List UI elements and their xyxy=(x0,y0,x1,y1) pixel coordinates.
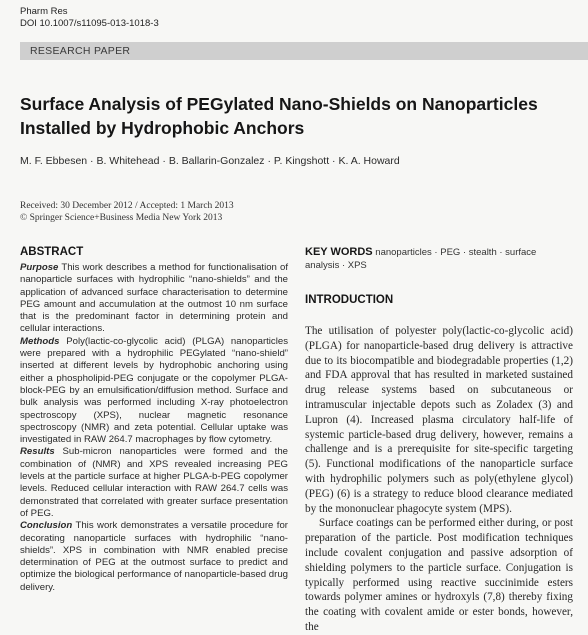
intro-paragraph-1: The utilisation of polyester poly(lactic-co-glycolic acid) (PLGA) for nanoparticle-based drug delivery is attractive due to its biocompatible and biodegradable properties (1,2) and FDA approval that has resulted in marketed sustained drug release systems based on subcutaneous or intramuscular injectable depots such as Zoladex (3) and Lupron (4). Increased plasma circulatory half-life of systemic particle-based drug delivery, however, remains a challenge and is a prerequisite for site-specific targeting (5). Functional modifications of the nanoparticle surface with hydrophilic polymers such as poly(ethylene glycol) (PEG) (6) is a strategy to reduce blood clearance mediated by the mononuclear phagocyte system (MPS). xyxy=(305,325,573,515)
introduction-heading: INTRODUCTION xyxy=(305,294,394,306)
abstract-heading: ABSTRACT xyxy=(20,246,84,258)
abstract-purpose xyxy=(20,262,288,336)
purpose-text: This work describes a method for functionalisation of nanoparticle surfaces with hydrophilic “nano-shields” and the application of advanced surface characterisation to determine PEG amount and accumulation at the outmost 10 nm surface that is the predominant factor in determining protein and cellular interactions. xyxy=(20,262,288,335)
conclusion-text: This work demonstrates a versatile procedure for decorating nanoparticle surfaces with hydrophilic “nano-shields”. XPS in combination with NMR enabled precise determination of PEG at the outmost surface to predict and optimize the biological performance of nanoparticle-based drug delivery. xyxy=(20,520,288,593)
abstract-body xyxy=(20,262,288,594)
abstract-column xyxy=(20,246,288,594)
purpose-label: Purpose xyxy=(20,262,59,273)
methods-text: Poly(lactic-co-glycolic acid) (PLGA) nanoparticles were prepared with a hydrophilic PEGylated “nano-shield” inserted at different levels by hydrophobic anchoring using either a phospholipid-PEG conjugate or the copolymer PLGA-block-PEG by an emulsification/diffusion method. Surface and bulk analysis was performed including X-ray photoelectron spectroscopy (XPS), nuclear magnetic resonance spectroscopy (NMR) and zeta potential. Cellular uptake was investigated in RAW 264.7 macrophages by flow cytometry. xyxy=(20,335,288,446)
received-accepted: Received: 30 December 2012 / Accepted: 1 March 2013 xyxy=(20,201,234,211)
keywords xyxy=(305,246,573,272)
methods-label: Methods xyxy=(20,335,60,347)
introduction-body xyxy=(305,324,573,635)
keywords-label: KEY WORDS xyxy=(305,246,373,258)
journal-header xyxy=(20,6,159,30)
results-text: Sub-micron nanoparticles were formed and the combination of (NMR) and XPS revealed increasing PEG levels at the particle surface at higher PLGA-b-PEG copolymer levels. Reduced cellular interaction with RAW 264.7 cells was demonstrated that correlated with greater surface presentation of PEG. xyxy=(20,446,288,519)
copyright: © Springer Science+Business Media New York 2013 xyxy=(20,213,223,223)
article-dates xyxy=(20,200,234,224)
abstract-results xyxy=(20,446,288,520)
intro-paragraph-2: Surface coatings can be performed either during, or post preparation of the particle. Post modification techniques include covalent conjugation and passive adsorption of shielding polymers to the particle surface. Conjugation is typically performed using reactive succinimide esters towards polymer amines or hydroxyls (7,8) thereby fixing the coating with covalent amide or ester bonds, however, the xyxy=(305,517,573,633)
right-column xyxy=(305,246,573,635)
abstract-methods xyxy=(20,336,288,447)
title-line-2: Installed by Hydrophobic Anchors xyxy=(20,118,305,138)
journal-name: Pharm Res xyxy=(20,6,68,17)
section-label: RESEARCH PAPER xyxy=(30,45,131,57)
section-label-bar xyxy=(20,42,588,60)
title-line-1: Surface Analysis of PEGylated Nano-Shields on Nanoparticles xyxy=(20,94,538,114)
abstract-conclusion xyxy=(20,520,288,594)
doi: DOI 10.1007/s11095-013-1018-3 xyxy=(20,18,159,29)
author-list: M. F. Ebbesen · B. Whitehead · B. Ballarin-Gonzalez · P. Kingshott · K. A. Howard xyxy=(20,155,400,167)
article-title xyxy=(20,92,580,140)
results-label: Results xyxy=(20,446,55,458)
keywords-text: nanoparticles · PEG · stealth · surface analysis · XPS xyxy=(305,247,537,271)
conclusion-label: Conclusion xyxy=(20,520,73,532)
